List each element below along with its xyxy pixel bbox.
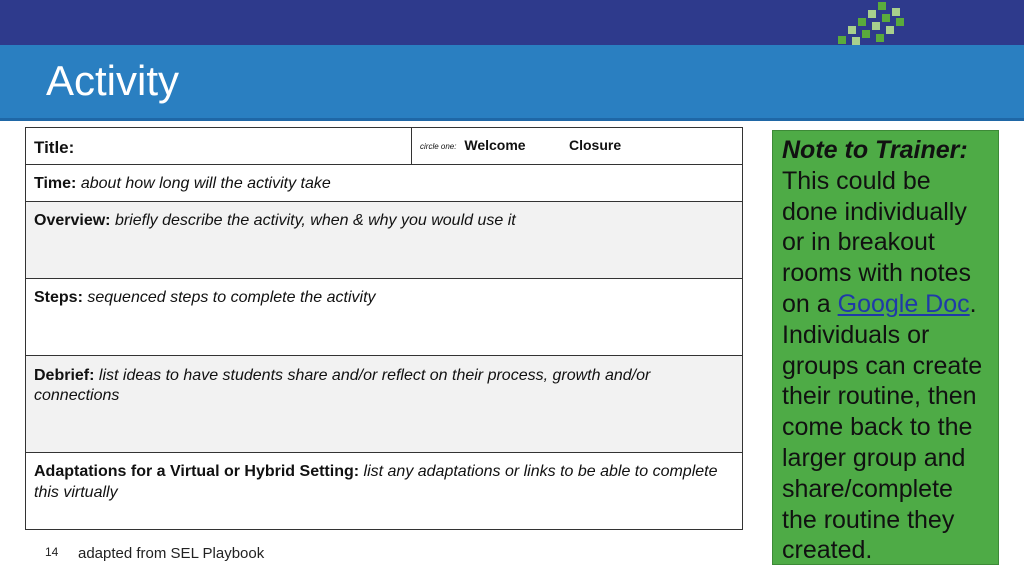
source-credit: adapted from SEL Playbook — [78, 545, 265, 562]
note-text-after: . Individuals or groups can create their routine, then come back to the larger group and share/complete the routine they created. — [782, 289, 983, 565]
steps-label: Steps: — [34, 289, 83, 306]
steps-desc: sequenced steps to complete the activity — [87, 289, 376, 306]
option-welcome: Welcome — [464, 137, 526, 153]
page-number: 14 — [45, 545, 59, 559]
note-text-before: This could be done individually or in breakout rooms with notes on a — [782, 166, 971, 318]
table-row-debrief — [26, 356, 742, 453]
google-doc-link[interactable]: Google Doc — [837, 289, 970, 318]
adaptations-desc: list any adaptations or links to be able to complete this virtually — [34, 463, 718, 501]
page-title: Activity — [46, 57, 180, 104]
table-row-time — [26, 165, 742, 202]
table-row-steps — [26, 279, 742, 356]
note-heading: Note to Trainer: — [782, 136, 968, 164]
note-to-trainer-box — [772, 130, 999, 565]
option-closure: Closure — [569, 137, 622, 153]
activity-template-table — [25, 127, 743, 530]
overview-desc: briefly describe the activity, when & why you would use it — [114, 212, 516, 229]
adaptations-label: Adaptations for a Virtual or Hybrid Setting: — [34, 463, 360, 480]
table-row-overview — [26, 202, 742, 279]
time-label: Time: — [34, 175, 77, 192]
debrief-desc: list ideas to have students share and/or reflect on their process, growth and/or connections — [34, 367, 651, 404]
overview-label: Overview: — [34, 212, 111, 229]
title-label: Title: — [26, 128, 412, 164]
table-row-title — [26, 128, 742, 165]
circle-one-label: circle one: — [420, 141, 457, 151]
debrief-label: Debrief: — [34, 367, 95, 384]
time-desc: about how long will the activity take — [80, 175, 331, 192]
table-row-adaptations — [26, 453, 742, 529]
pixel-logo-icon — [830, 0, 910, 45]
